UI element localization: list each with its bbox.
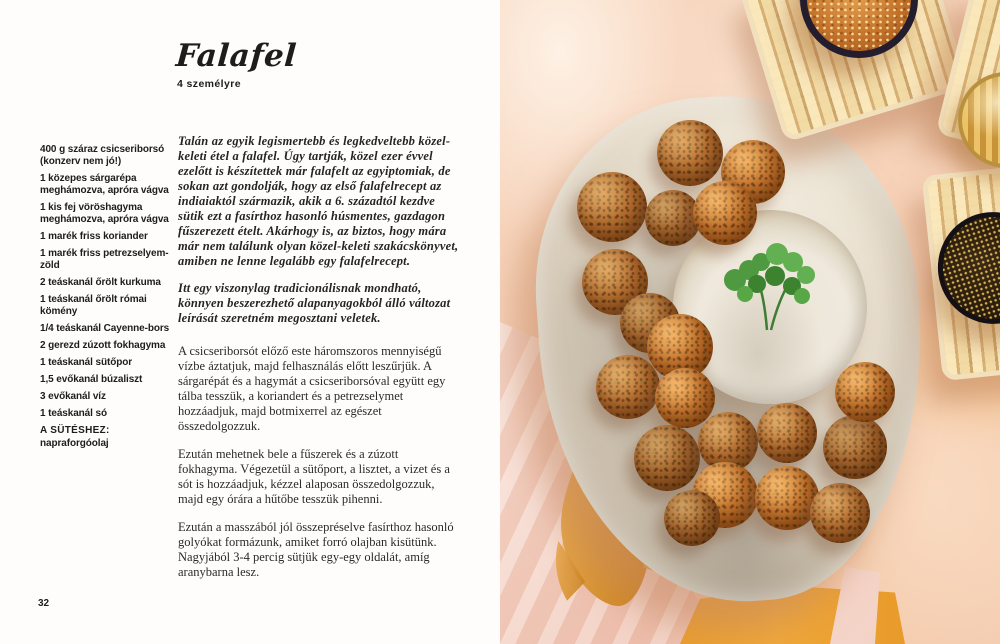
intro-paragraphs (178, 134, 460, 326)
falafel-ball (835, 362, 895, 422)
intro-paragraph: Itt egy viszonylag tradicionálisnak mondható, könnyen beszerezhető alapanyagokból álló változat leírását szeretném megosztani veletek. (178, 281, 451, 325)
ingredients-list (40, 144, 176, 455)
intro-paragraph: Talán az egyik legismertebb és legkedveltebb közel-keleti étel a falafel. Úgy tartják, közel ezer évvel ezelőtt is készítettek már falafelt az egyiptomiak, de sokan azt gondolják, hogy az első falafelrecept az indiaiaktól származik, akik a 6. századtól kezdve sütik ezt a fasírthoz hasonló húsmentes, gazdagon fűszerezett ételt. Akárhogy is, az biztos, hogy mára már nem találunk olyan közel-keleti szakácskönyvet, amiben ne lenne legalább egy falafelrecept. (178, 134, 459, 268)
falafel-ball (577, 172, 647, 242)
falafel-ball (634, 425, 700, 491)
ingredient-item: 1,5 evőkanál búzaliszt (40, 374, 143, 385)
ingredient-item: 1 marék friss petrezselyemzöld (40, 248, 169, 271)
ingredient-item: 1 kis fej vöröshagyma meghámozva, apróra vágva (40, 202, 169, 225)
ingredient-item: 1 közepes sárgarépa meghámozva, apróra vágva (40, 173, 169, 196)
falafel-ball (755, 466, 819, 530)
falafel-ball (596, 355, 660, 419)
ingredient-item: 1 teáskanál só (40, 408, 107, 419)
method-paragraphs (178, 344, 460, 580)
frying-section-header: A SÜTÉSHEZ: (40, 425, 110, 436)
recipe-body (178, 134, 460, 593)
falafel-ball (655, 368, 715, 428)
falafel-ball (657, 120, 723, 186)
falafel-ball (823, 415, 887, 479)
falafel-ball (810, 483, 870, 543)
method-paragraph: A csicseriborsót előző este háromszoros mennyiségű vízbe áztatjuk, majd felhasználás előtt leszűrjük. A sárgarépát és a hagymát a csicseriborsóval együtt egy tálba tesszük, a koriandert és a petrezselymet hozzáadjuk, majd botmixerrel az egészet összedolgozzuk. (178, 344, 446, 433)
ingredient-item: 1 marék friss koriander (40, 231, 148, 242)
ingredient-item: 1/4 teáskanál Cayenne-bors (40, 323, 170, 334)
frying-ingredient: napraforgóolaj (40, 438, 109, 449)
servings-label: 4 személyre (177, 78, 241, 90)
method-paragraph: Ezután mehetnek bele a fűszerek és a zúzott fokhagyma. Végezetül a sütőport, a lisztet, a vizet és a sót is hozzáadjuk, kézzel alaposan összedolgozzuk, majd egy órára a hűtőbe tesszük pihenni. (178, 447, 450, 506)
falafel-ball (757, 403, 817, 463)
parsley-garnish (705, 232, 835, 334)
ingredient-item: 1 teáskanál sütőpor (40, 357, 133, 368)
page-number: 32 (38, 598, 50, 609)
falafel-ball (664, 490, 720, 546)
photo-page (500, 0, 1000, 644)
ingredient-item: 3 evőkanál víz (40, 391, 106, 402)
ingredient-item: 2 teáskanál őrölt kurkuma (40, 277, 161, 288)
ingredient-item: 1 teáskanál őrölt római kömény (40, 294, 147, 317)
method-paragraph: Ezután a masszából jól összepréselve fasírthoz hasonló golyókat formázunk, amiket forró olajban kisütünk. Nagyjából 3-4 percig sütjük egy-egy oldalát, amíg aranybarna lesz. (178, 520, 454, 579)
ingredient-item: 2 gerezd zúzott fokhagyma (40, 340, 166, 351)
ingredient-item: 400 g száraz csicseriborsó (konzerv nem jó!) (40, 144, 165, 167)
recipe-title: Falafel (174, 38, 298, 74)
